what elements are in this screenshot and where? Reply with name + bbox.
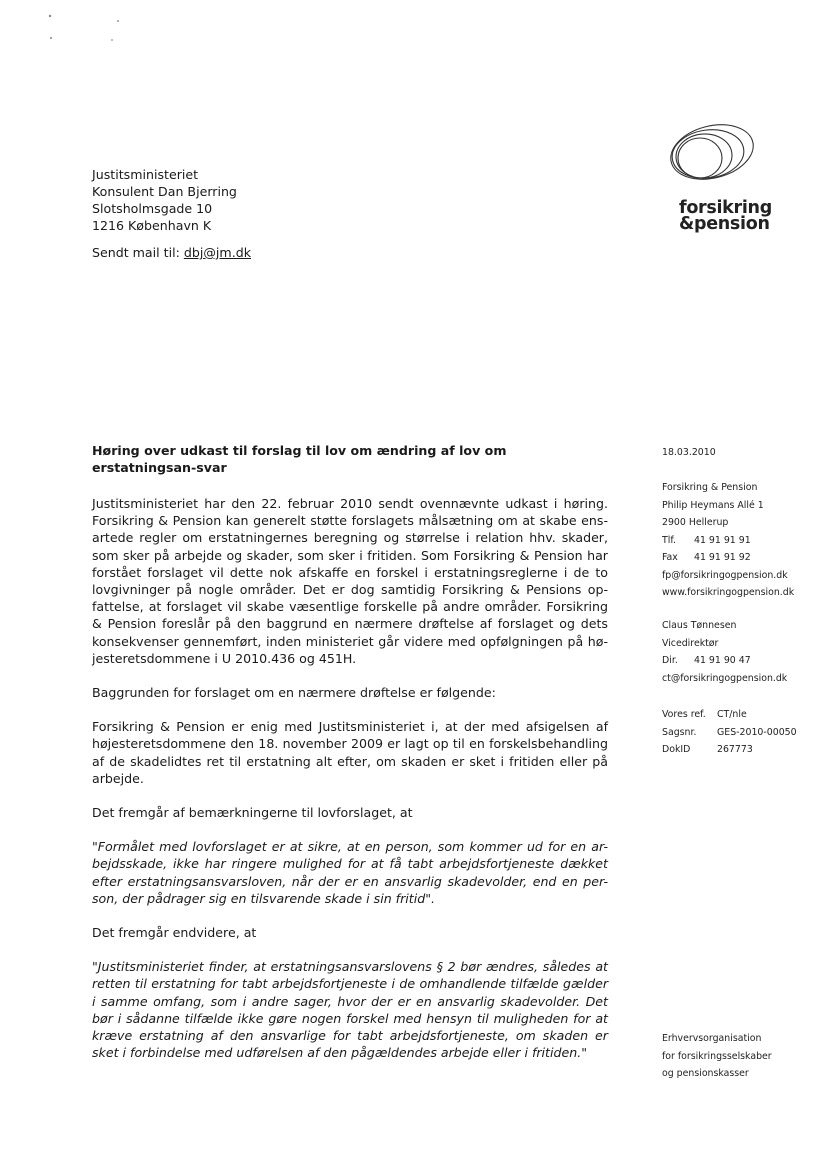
fax-value: 41 91 91 92 xyxy=(694,552,751,563)
fax-label: Fax xyxy=(662,552,678,563)
case-value: GES-2010-00050 xyxy=(717,726,797,738)
contact-info xyxy=(662,617,787,687)
footer-line: og pensionskasser xyxy=(662,1068,749,1079)
scan-specks-graphic xyxy=(40,10,130,50)
logo-line-1: forsikring xyxy=(679,198,772,218)
quote-paragraph: "Justitsministeriet finder, at erstatningsansvarslovens § 2 bør ændres, således at retten til erstatning for tabt arbejdsfortjeneste i de omhandlende tilfælde gælder i samme omfang, som i andre sager, hvor der er en ansvarlig skadevolder. Det bør i sådanne tilfælde ikke gøre nogen forskel med hensyn til muligheden for at kræve erstatning af den ansvarlige for tabt arbejdsfortjeneste, om skaden er sket i forbindelse med udførelsen af den pågældendes arbejde eller i fritiden." xyxy=(92,959,608,1061)
contact-direct xyxy=(662,652,787,670)
org-website: www.forsikringogpension.dk xyxy=(662,587,795,598)
logo-wordmark xyxy=(679,200,772,232)
quote-paragraph: "Formålet med lovforslaget er at sikre, at en person, som kommer ud for en ar-bejdsskade, ikke har ringere mulighed for at få tabt arbejdsfortjeneste dækket efter erstatningsansvarsloven, når der er en ansvarlig skadevolder, end en per-son, der pådrager sig en tilsvarende skade i sin fritid". xyxy=(92,839,608,906)
letter-title: Høring over udkast til forslag til lov om ændring af lov om erstatningsan-svar xyxy=(92,443,507,475)
docid-label: DokID xyxy=(662,744,691,755)
company-logo xyxy=(660,112,772,237)
recipient-line: Justitsministeriet xyxy=(92,167,199,182)
reference-info xyxy=(662,706,797,759)
org-phone xyxy=(662,532,794,550)
logo-line-2: &pension xyxy=(679,214,770,234)
sender-org-info xyxy=(662,479,794,602)
direct-label: Dir. xyxy=(662,655,678,666)
paragraph: Forsikring & Pension er enig med Justitsministeriet i, at der med afsigelsen af højesteretsdommene den 18. november 2009 er lagt op til en forskelsbehandling af de skadelidtes ret til erstatning alt efter, om skaden er sket i fritiden eller på arbejde. xyxy=(92,719,608,786)
case-number xyxy=(662,724,797,742)
sent-label: Sendt mail til: xyxy=(92,245,180,260)
recipient-line: Konsulent Dan Bjerring xyxy=(92,184,237,199)
contact-email: ct@forsikringogpension.dk xyxy=(662,672,788,684)
org-street: Philip Heymans Allé 1 xyxy=(662,499,764,511)
date-text: 18.03.2010 xyxy=(662,447,716,458)
logo-swirl-icon xyxy=(660,112,772,202)
recipient-email-link[interactable]: dbj@jm.dk xyxy=(183,245,251,260)
our-ref xyxy=(662,706,797,724)
phone-value: 41 91 91 91 xyxy=(694,534,751,546)
doc-id xyxy=(662,741,797,759)
letter-date xyxy=(662,444,716,462)
footer-line: Erhvervsorganisation xyxy=(662,1033,762,1044)
ref-label: Vores ref. xyxy=(662,709,706,720)
direct-value: 41 91 90 47 xyxy=(694,655,751,666)
paragraph: Baggrunden for forslaget om en nærmere drøftelse er følgende: xyxy=(92,685,496,701)
contact-title: Vicedirektør xyxy=(662,637,719,649)
contact-name: Claus Tønnesen xyxy=(662,620,737,631)
paragraph: Justitsministeriet har den 22. februar 2010 sendt ovennævnte udkast i høring. Forsikring & Pension kan generelt støtte forslagets målsætning om at skabe ens-artede regler om erstatningernes beregning og størrelse i relation hhv. skader, som sker på arbejde og skader, som sker i fritiden. Som Forsikring & Pension har forstået forslaget vil dette nok afskaffe en forskel i erstatningsreglerne i de to lovgivninger på nogle områder. Det er dog samtidig Forsikring & Pensions op-fattelse, at forslaget vil skabe væsentlige forskelle på andre områder. Forsikring & Pension foreslår på den baggrund en nærmere drøftelse af forslaget og dets konsekvenser gennemført, inden ministeriet går videre med opfølgningen på hø-jesteretsdommene i U 2010.436 og 451H. xyxy=(92,496,608,666)
recipient-line: 1216 København K xyxy=(92,218,212,233)
scan-specks xyxy=(40,10,130,53)
case-label: Sagsnr. xyxy=(662,726,697,738)
sent-mail-line xyxy=(92,245,251,260)
docid-value: 267773 xyxy=(717,744,753,755)
paragraph: Det fremgår af bemærkningerne til lovforslaget, at xyxy=(92,805,413,821)
footer-line: for forsikringsselskaber xyxy=(662,1050,772,1062)
org-city: 2900 Hellerup xyxy=(662,517,729,528)
letter-body xyxy=(92,442,608,1078)
ref-value: CT/nle xyxy=(717,709,747,720)
org-name: Forsikring & Pension xyxy=(662,482,758,493)
recipient-address xyxy=(92,166,237,234)
org-email: fp@forsikringogpension.dk xyxy=(662,569,788,581)
recipient-line: Slotsholmsgade 10 xyxy=(92,201,213,216)
org-footer xyxy=(662,1030,772,1083)
org-fax xyxy=(662,549,794,567)
paragraph: Det fremgår endvidere, at xyxy=(92,925,257,941)
phone-label: Tlf. xyxy=(662,534,676,546)
